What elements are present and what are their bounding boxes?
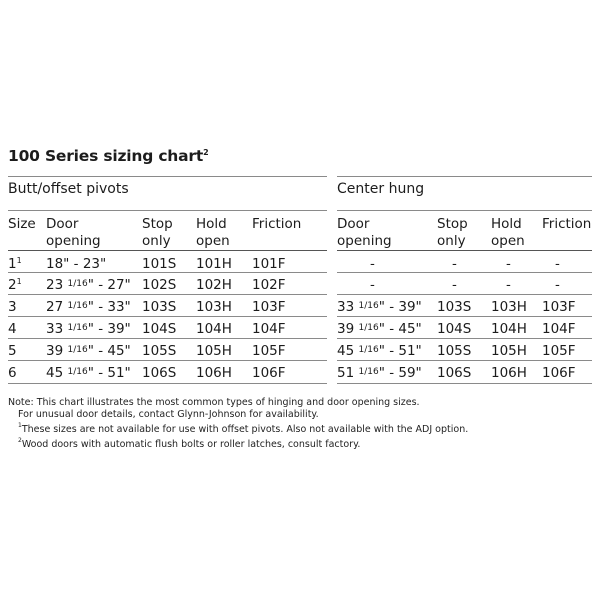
left-row-stop: 102S [142, 277, 177, 293]
right-row-opening-start: - [370, 277, 375, 293]
right-row-friction: 104F [542, 321, 576, 337]
left-row-friction: 105F [252, 343, 286, 359]
left-row-size [8, 277, 22, 293]
left-row-friction: 101F [252, 256, 286, 272]
footnote-2-mark: 2 [18, 437, 22, 444]
right-row-opening-start: 33 [337, 299, 359, 315]
right-row-opening-start: 51 [337, 365, 359, 381]
right-row-rule [337, 360, 592, 361]
left-row-door-opening [46, 277, 131, 293]
left-row-hold: 103H [196, 299, 232, 315]
left-row-opening-end: " - 51" [87, 365, 131, 381]
left-header-1 [46, 216, 101, 250]
right-row-stop: 105S [437, 343, 472, 359]
footnote-1-mark: 1 [18, 422, 22, 429]
left-row-opening-end: " - 27" [87, 277, 131, 293]
right-row-stop: 106S [437, 365, 472, 381]
right-header-3 [542, 216, 591, 233]
left-row-friction: 106F [252, 365, 286, 381]
right-row-opening-start: - [370, 256, 375, 272]
left-row-stop: 105S [142, 343, 177, 359]
right-row-rule [337, 294, 592, 295]
right-row-opening-start: 45 [337, 343, 359, 359]
right-row-opening-fraction: 1/16 [358, 323, 379, 333]
left-header-3-line2: open [196, 233, 230, 249]
left-row-rule [8, 250, 327, 251]
left-header-2-line1: Stop [142, 216, 173, 232]
size-value: 5 [8, 343, 17, 359]
left-header-1-line1: Door [46, 216, 79, 232]
left-section-heading: Butt/offset pivots [8, 181, 129, 197]
right-section-heading: Center hung [337, 181, 425, 197]
left-row-opening-fraction: 1/16 [67, 323, 88, 333]
right-row-stop: - [452, 277, 457, 293]
left-row-rule [8, 294, 327, 295]
right-row-opening-fraction: 1/16 [358, 367, 379, 377]
left-row-hold: 104H [196, 321, 232, 337]
left-header-0-line1: Size [8, 216, 36, 232]
left-row-rule [8, 316, 327, 317]
right-row-opening-end: " - 51" [378, 343, 422, 359]
right-header-1 [437, 216, 468, 250]
right-top-rule [337, 176, 592, 177]
left-row-stop: 103S [142, 299, 177, 315]
left-row-opening-start: 33 [46, 321, 68, 337]
left-header-3-line1: Hold [196, 216, 227, 232]
left-row-door-opening [46, 365, 131, 381]
left-header-4 [252, 216, 301, 233]
left-row-size [8, 256, 22, 272]
left-row-opening-fraction: 1/16 [67, 345, 88, 355]
left-header-1-line2: opening [46, 233, 101, 249]
left-row-size [8, 299, 17, 315]
title-footnote-mark: 2 [203, 147, 209, 157]
size-value: 1 [8, 256, 17, 272]
chart-title-text: 100 Series sizing chart [8, 147, 204, 165]
right-row-hold: 104H [491, 321, 527, 337]
left-row-rule [8, 338, 327, 339]
left-row-opening-fraction: 1/16 [67, 301, 88, 311]
right-row-opening-fraction: 1/16 [358, 345, 379, 355]
left-section-rule [8, 210, 327, 211]
left-row-door-opening [46, 299, 131, 315]
left-header-2-line2: only [142, 233, 171, 249]
right-row-door-opening [337, 321, 422, 337]
note-line-1: Note: This chart illustrates the most common types of hinging and door opening sizes. [8, 397, 420, 408]
right-row-door-opening [337, 343, 422, 359]
right-row-door-opening [370, 277, 375, 293]
right-row-opening-start: 39 [337, 321, 359, 337]
right-row-rule [337, 250, 592, 251]
right-row-opening-fraction: 1/16 [358, 301, 379, 311]
right-row-hold: - [506, 277, 511, 293]
right-header-3-line1: Friction [542, 216, 592, 232]
size-value: 6 [8, 365, 17, 381]
left-row-size [8, 321, 17, 337]
left-row-hold: 106H [196, 365, 232, 381]
right-header-2 [491, 216, 525, 250]
left-row-opening-start: 39 [46, 343, 68, 359]
right-header-1-line1: Stop [437, 216, 468, 232]
right-row-door-opening [337, 365, 422, 381]
left-top-rule [8, 176, 327, 177]
left-header-4-line1: Friction [252, 216, 302, 232]
right-row-friction: 103F [542, 299, 576, 315]
left-row-size [8, 343, 17, 359]
left-row-stop: 101S [142, 256, 177, 272]
right-header-0-line2: opening [337, 233, 392, 249]
right-row-opening-end: " - 45" [378, 321, 422, 337]
left-row-friction: 104F [252, 321, 286, 337]
right-row-opening-end: " - 59" [378, 365, 422, 381]
right-row-friction: - [555, 256, 560, 272]
right-header-0-line1: Door [337, 216, 370, 232]
left-header-3 [196, 216, 230, 250]
right-row-hold: 106H [491, 365, 527, 381]
footnote-1 [18, 422, 468, 435]
left-row-opening-start: 23 [46, 277, 68, 293]
right-row-stop: - [452, 256, 457, 272]
right-header-1-line2: only [437, 233, 466, 249]
left-row-opening-start: 18" - 23" [46, 256, 107, 272]
left-row-friction: 102F [252, 277, 286, 293]
size-value: 3 [8, 299, 17, 315]
right-header-0 [337, 216, 392, 250]
right-row-hold: 103H [491, 299, 527, 315]
footnote-2 [18, 437, 360, 450]
right-row-door-opening [337, 299, 422, 315]
footnote-2-text: Wood doors with automatic flush bolts or roller latches, consult factory. [21, 439, 361, 450]
right-row-rule [337, 316, 592, 317]
left-row-friction: 103F [252, 299, 286, 315]
right-header-2-line2: open [491, 233, 525, 249]
right-row-friction: 106F [542, 365, 576, 381]
left-row-door-opening [46, 321, 131, 337]
left-row-hold: 101H [196, 256, 232, 272]
right-row-opening-end: " - 39" [378, 299, 422, 315]
right-row-hold: - [506, 256, 511, 272]
left-header-0 [8, 216, 36, 233]
left-header-2 [142, 216, 173, 250]
right-row-hold: 105H [491, 343, 527, 359]
size-footnote-mark: 1 [16, 277, 22, 286]
right-row-door-opening [370, 256, 375, 272]
left-row-opening-fraction: 1/16 [67, 367, 88, 377]
left-row-stop: 104S [142, 321, 177, 337]
left-row-opening-end: " - 39" [87, 321, 131, 337]
left-row-opening-start: 45 [46, 365, 68, 381]
left-row-stop: 106S [142, 365, 177, 381]
right-row-stop: 104S [437, 321, 472, 337]
right-header-2-line1: Hold [491, 216, 522, 232]
right-row-friction: - [555, 277, 560, 293]
right-row-friction: 105F [542, 343, 576, 359]
right-row-rule [337, 272, 592, 273]
right-row-rule [337, 383, 592, 384]
left-row-rule [8, 360, 327, 361]
left-row-rule [8, 272, 327, 273]
left-row-door-opening [46, 343, 131, 359]
left-row-size [8, 365, 17, 381]
left-row-opening-start: 27 [46, 299, 68, 315]
size-value: 4 [8, 321, 17, 337]
left-row-opening-end: " - 33" [87, 299, 131, 315]
left-row-opening-end: " - 45" [87, 343, 131, 359]
note-line-2: For unusual door details, contact Glynn-Johnson for availability. [18, 409, 319, 420]
left-row-door-opening [46, 256, 106, 272]
chart-title [8, 147, 208, 165]
right-row-rule [337, 338, 592, 339]
size-footnote-mark: 1 [16, 256, 22, 265]
left-row-rule [8, 383, 327, 384]
left-row-hold: 102H [196, 277, 232, 293]
left-row-opening-fraction: 1/16 [67, 279, 88, 289]
size-value: 2 [8, 277, 17, 293]
footnote-1-text: These sizes are not available for use with offset pivots. Also not available with the ADJ option. [21, 424, 469, 435]
left-row-hold: 105H [196, 343, 232, 359]
right-row-stop: 103S [437, 299, 472, 315]
right-section-rule [337, 210, 592, 211]
